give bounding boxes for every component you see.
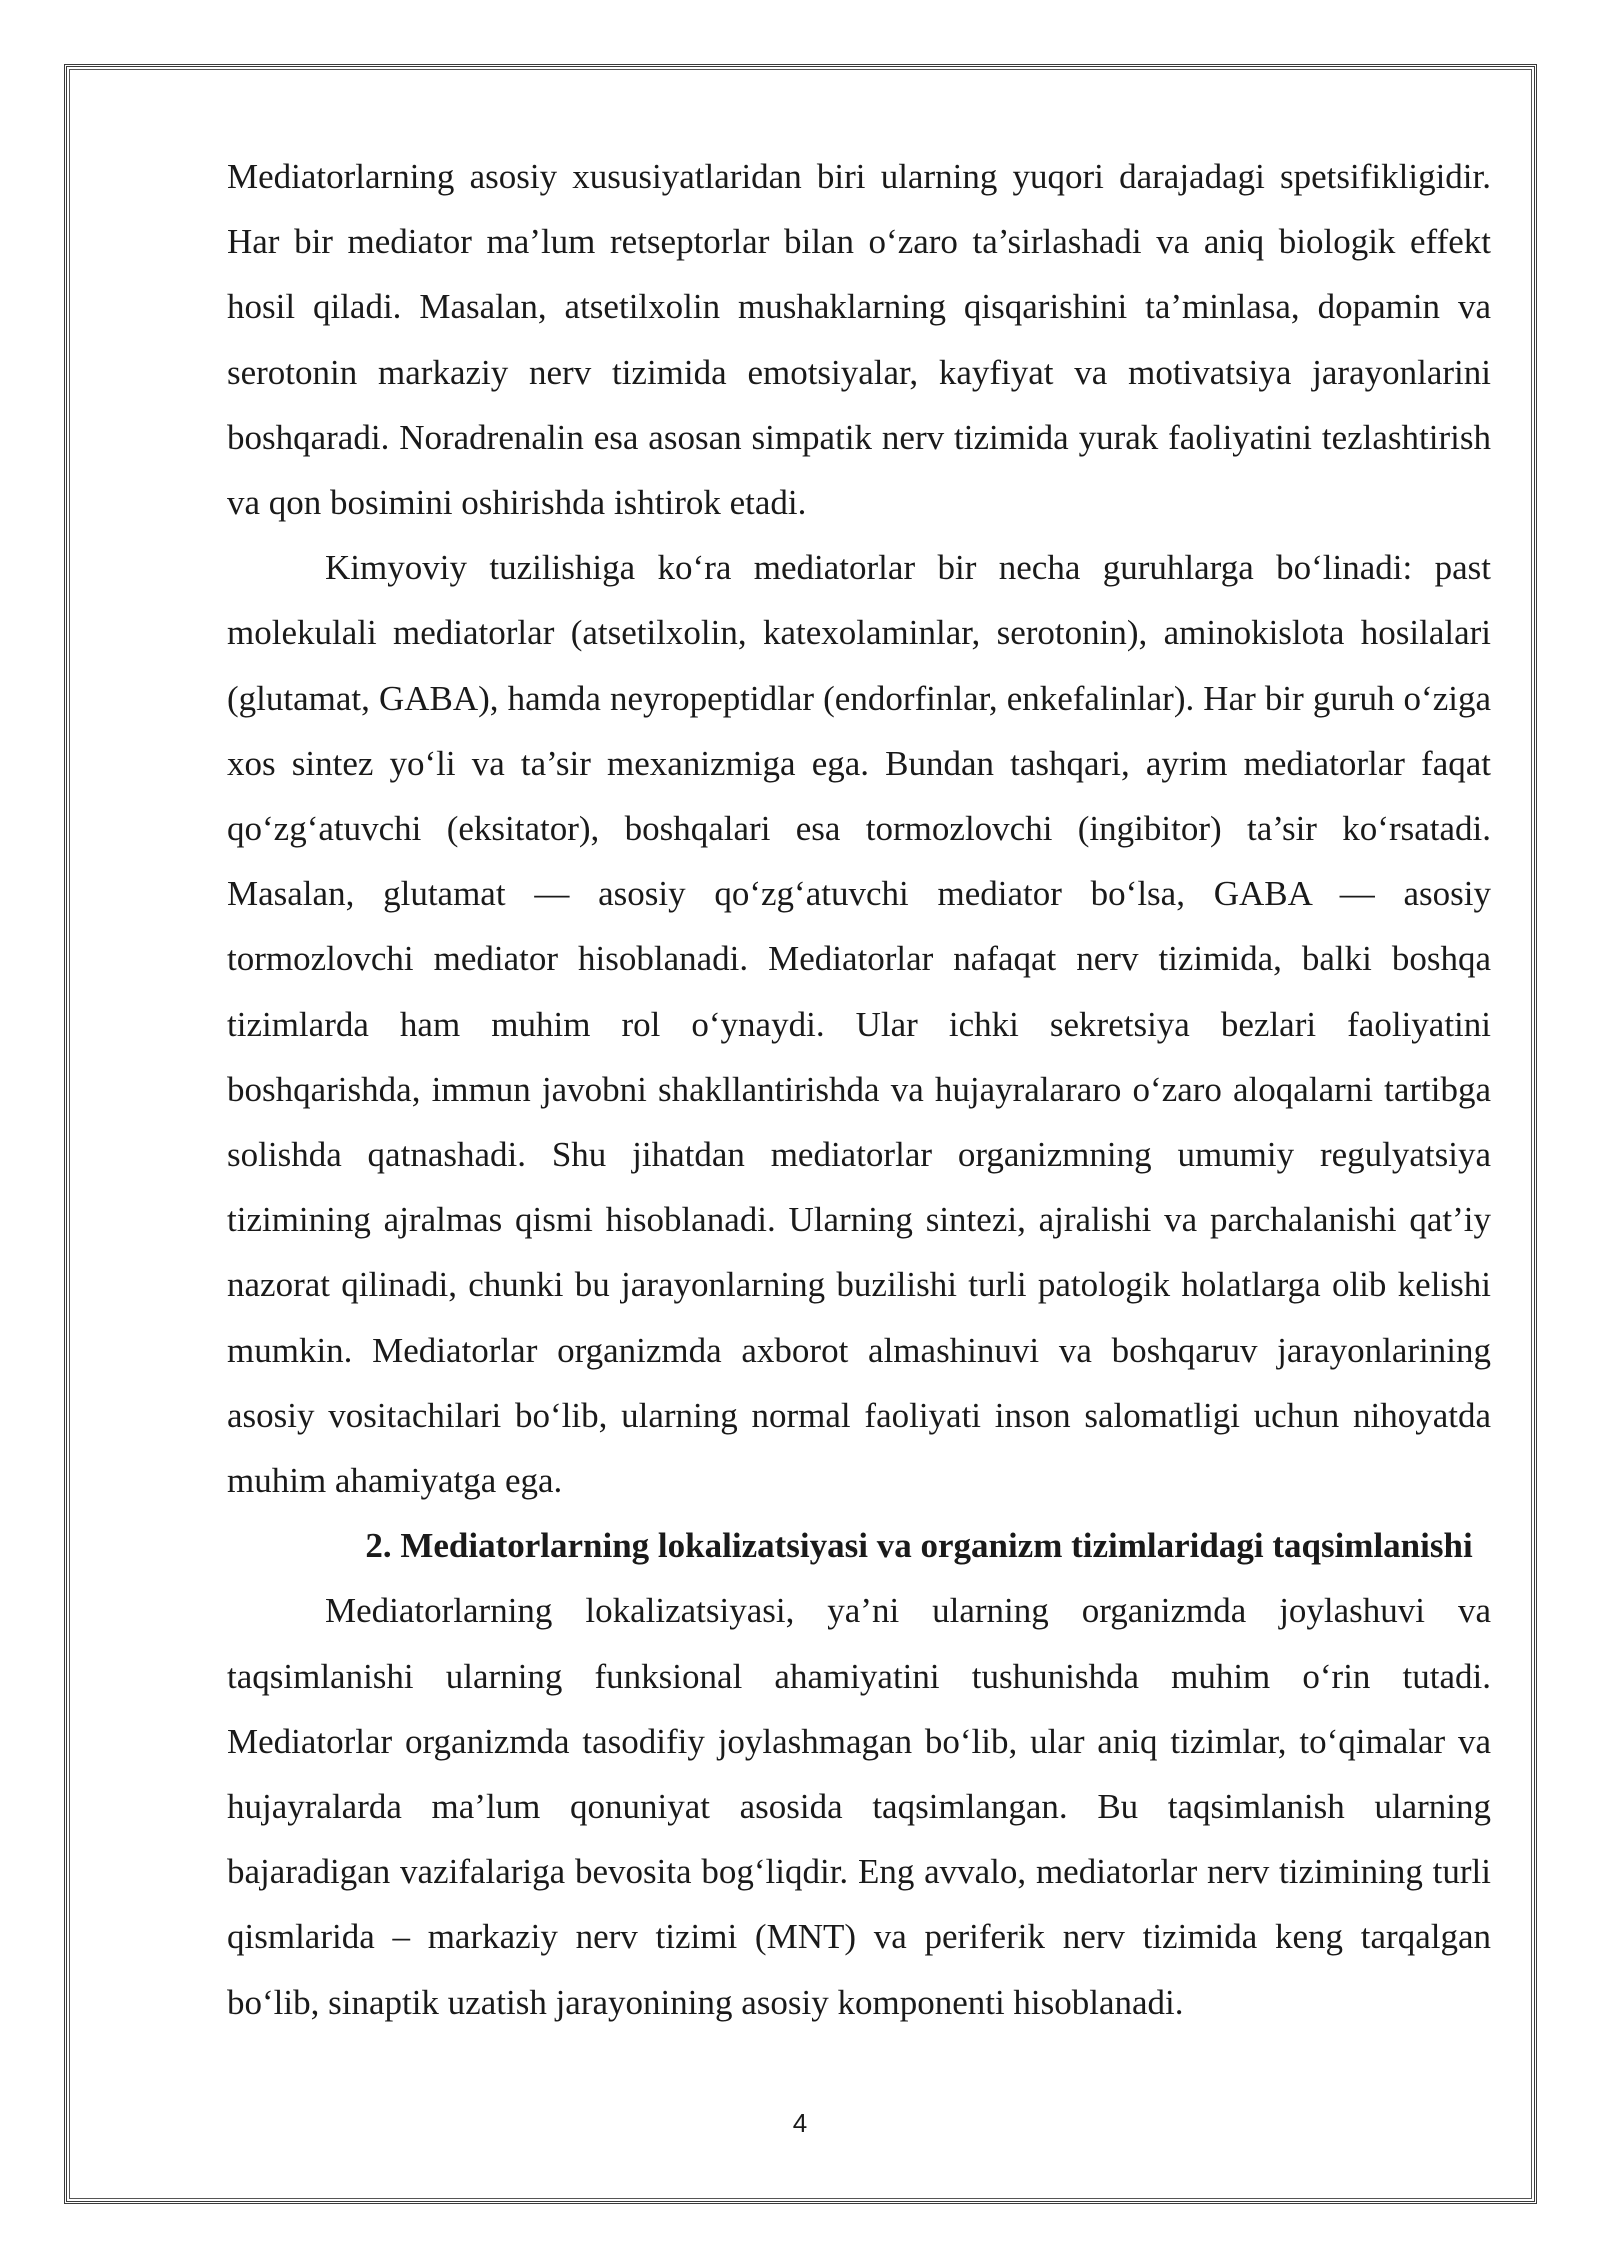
paragraph-1: Mediatorlarning asosiy xususiyatlaridan biri ularning yuqori darajadagi spetsifikligidir. Har bir mediator ma’lum retseptorlar bilan o‘zaro ta’sirlashadi va aniq biologik effekt hosil qiladi. Masalan, atsetilxolin mushaklarning qisqarishini ta’minlasa, dopamin va serotonin markaziy nerv tizimida emotsiyalar, kayfiyat va motivatsiya jarayonlarini boshqaradi. Noradrenalin esa asosan simpatik nerv tizimida yurak faoliyatini tezlashtirish va qon bosimini oshirishda ishtirok etadi. xyxy=(227,157,1491,523)
paragraph-2: Kimyoviy tuzilishiga ko‘ra mediatorlar bir necha guruhlarga bo‘linadi: past molekulali mediatorlar (atsetilxolin, katexolaminlar, serotonin), aminokislota hosilalari (glutamat, GABA), hamda neyropeptidlar (endorfinlar, enkefalinlar). Har bir guruh o‘ziga xos sintez yo‘li va ta’sir mexanizmiga ega. Bundan tashqari, ayrim mediatorlar faqat qo‘zg‘atuvchi (eksitator), boshqalari esa tormozlovchi (ingibitor) ta’sir ko‘rsatadi. Masalan, glutamat — asosiy qo‘zg‘atuvchi mediator bo‘lsa, GABA — asosiy tormozlovchi mediator hisoblanadi. Mediatorlar nafaqat nerv tizimida, balki boshqa tizimlarda ham muhim rol o‘ynaydi. Ular ichki sekretsiya bezlari faoliyatini boshqarishda, immun javobni shakllantirishda va hujayralararo o‘zaro aloqalarni tartibga solishda qatnashadi. Shu jihatdan mediatorlar organizmning umumiy regulyatsiya tizimining ajralmas qismi hisoblanadi. Ularning sintezi, ajralishi va parchalanishi qat’iy nazorat qilinadi, chunki bu jarayonlarning buzilishi turli patologik holatlarga olib kelishi mumkin. Mediatorlar organizmda axborot almashinuvi va boshqaruv jarayonlarining asosiy vositachilari bo‘lib, ularning normal faoliyati inson salomatligi uchun nihoyatda muhim ahamiyatga ega. xyxy=(227,548,1491,1501)
page-number: 4 xyxy=(792,2108,808,2138)
document-body xyxy=(227,144,1491,2035)
section-heading: 2. Mediatorlarning lokalizatsiyasi va organizm tizimlaridagi taqsimlanishi xyxy=(365,1526,1473,1566)
paragraph-3: Mediatorlarning lokalizatsiyasi, ya’ni ularning organizmda joylashuvi va taqsimlanishi ularning funksional ahamiyatini tushunishda muhim o‘rin tutadi. Mediatorlar organizmda tasodifiy joylashmagan bo‘lib, ular aniq tizimlar, to‘qimalar va hujayralarda ma’lum qonuniyat asosida taqsimlangan. Bu taqsimlanish ularning bajaradigan vazifalariga bevosita bog‘liqdir. Eng avvalo, mediatorlar nerv tizimining turli qismlarida – markaziy nerv tizimi (MNT) va periferik nerv tizimida keng tarqalgan bo‘lib, sinaptik uzatish jarayonining asosiy komponenti hisoblanadi. xyxy=(227,1591,1491,2022)
